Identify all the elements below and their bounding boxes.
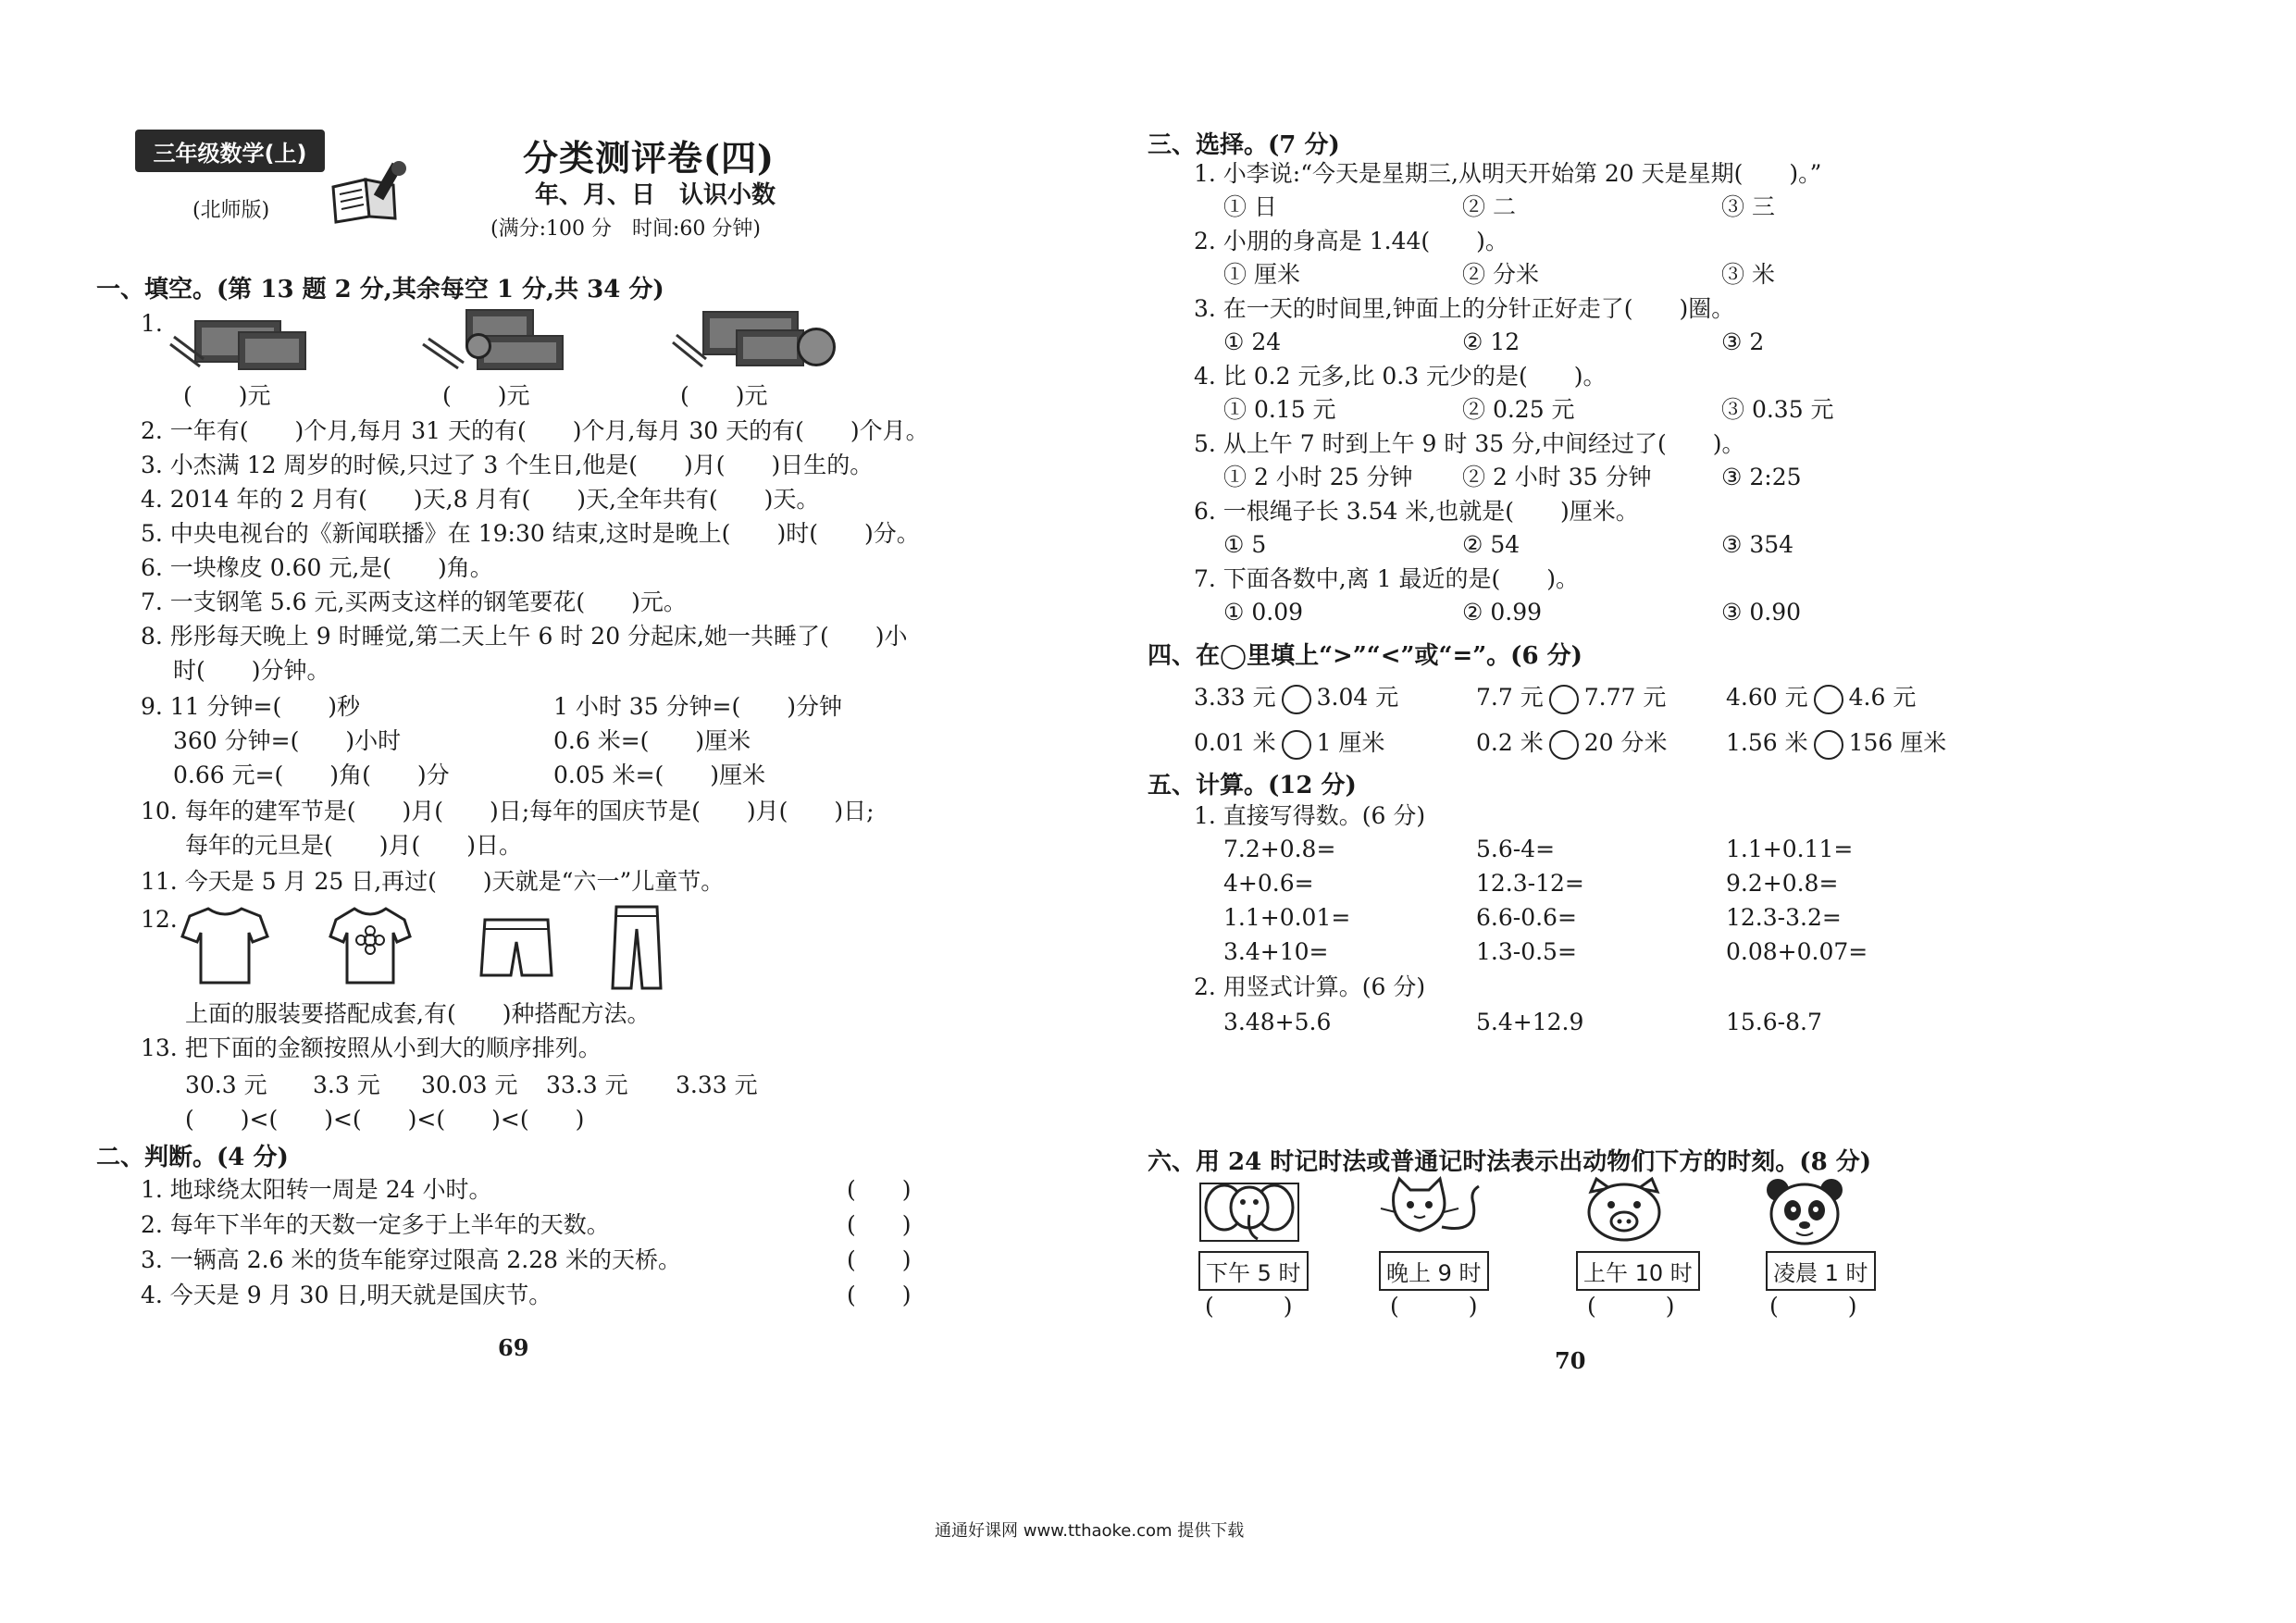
compare-2 xyxy=(1476,681,1666,714)
vertical-calc-1: 3.48+5.6 xyxy=(1223,1009,1332,1035)
q13-value-3: 30.03 元 xyxy=(421,1072,518,1098)
elephant-icon xyxy=(1198,1180,1300,1246)
compare-1-left: 3.33 元 xyxy=(1194,684,1276,711)
calc-item: 7.2+0.8= xyxy=(1223,836,1336,862)
compare-3-left: 4.60 元 xyxy=(1726,684,1808,711)
compare-4 xyxy=(1194,726,1384,760)
calc-item: 1.1+0.11= xyxy=(1726,836,1854,862)
coin-stack-icon xyxy=(671,333,708,370)
compare-circle[interactable] xyxy=(1549,730,1579,760)
edition-label: (北师版) xyxy=(192,199,270,222)
question-10-line-2: 每年的元旦是( )月( )日。 xyxy=(185,832,523,859)
download-footer: 通通好课网 www.tthaoke.com 提供下载 xyxy=(935,1521,1245,1541)
judge-4-blank: ( ) xyxy=(847,1282,912,1308)
choice-5: 5. 从上午 7 时到上午 9 时 35 分,中间经过了( )。 xyxy=(1194,430,1745,457)
question-12-number: 12. xyxy=(141,906,178,933)
q13-blanks: ( )<( )<( )<( )<( ) xyxy=(185,1106,585,1133)
coin-stack-icon xyxy=(168,333,205,370)
compare-6 xyxy=(1726,726,1946,760)
compare-6-left: 1.56 米 xyxy=(1726,729,1808,756)
vertical-calc-3: 15.6-8.7 xyxy=(1726,1009,1822,1035)
compare-3-right: 4.6 元 xyxy=(1848,684,1917,711)
flower-shirt-icon xyxy=(329,905,412,986)
compare-2-left: 7.7 元 xyxy=(1476,684,1544,711)
choice-6-opt-c: ③ 354 xyxy=(1721,531,1794,558)
judge-2: 2. 每年下半年的天数一定多于上半年的天数。 xyxy=(141,1211,610,1238)
q13-value-5: 3.33 元 xyxy=(676,1072,758,1098)
choice-7-opt-a: ① 0.09 xyxy=(1223,599,1304,626)
coin-icon xyxy=(797,328,836,366)
question-9-f: 0.05 米=( )厘米 xyxy=(553,762,766,788)
section-compare-title: 四、在◯里填上“>”“<”或“=”。(6 分) xyxy=(1148,642,1582,670)
choice-3-opt-a: ① 24 xyxy=(1223,328,1282,355)
section-judge-title: 二、判断。(4 分) xyxy=(96,1144,289,1171)
choice-2-opt-b: ② 分米 xyxy=(1462,261,1539,288)
tshirt-icon xyxy=(180,905,269,986)
compare-5-left: 0.2 米 xyxy=(1476,729,1544,756)
question-9-a: 9. 11 分钟=( )秒 xyxy=(141,693,361,720)
money-group-2 xyxy=(421,309,569,374)
choice-6-opt-a: ① 5 xyxy=(1223,531,1267,558)
banknote-icon xyxy=(736,329,804,366)
trousers-icon xyxy=(611,903,663,992)
answer-blank-pig: ( ) xyxy=(1587,1293,1675,1319)
q13-value-1: 30.3 元 xyxy=(185,1072,267,1098)
compare-circle[interactable] xyxy=(1549,685,1579,714)
choice-3-opt-b: ② 12 xyxy=(1462,328,1520,355)
answer-blank-panda: ( ) xyxy=(1769,1293,1857,1319)
grade-badge: 三年级数学(上) xyxy=(135,130,325,172)
cat-icon xyxy=(1377,1175,1488,1249)
right-page xyxy=(1148,0,2296,1623)
compare-4-right: 1 厘米 xyxy=(1316,729,1385,756)
page-title: 分类测评卷(四) xyxy=(523,137,775,179)
compare-5 xyxy=(1476,726,1667,760)
q1-answer-2: ( )元 xyxy=(442,382,530,409)
question-2: 2. 一年有( )个月,每月 31 天的有( )个月,每月 30 天的有( )个月。 xyxy=(141,417,929,444)
section-calc-title: 五、计算。(12 分) xyxy=(1148,772,1357,799)
compare-circle[interactable] xyxy=(1814,685,1843,714)
coin-stack-icon xyxy=(421,337,465,374)
money-group-3 xyxy=(671,309,838,374)
choice-1: 1. 小李说:“今天是星期三,从明天开始第 20 天是星期( )。” xyxy=(1194,160,1822,187)
judge-3-blank: ( ) xyxy=(847,1246,912,1273)
banknote-icon xyxy=(238,331,306,370)
choice-3-opt-c: ③ 2 xyxy=(1721,328,1765,355)
q1-answer-3: ( )元 xyxy=(680,382,768,409)
question-6: 6. 一块橡皮 0.60 元,是( )角。 xyxy=(141,554,493,581)
vertical-calc-2: 5.4+12.9 xyxy=(1476,1009,1584,1035)
calc-item: 12.3-3.2= xyxy=(1726,904,1842,931)
pig-icon xyxy=(1578,1177,1670,1247)
choice-1-opt-a: ① 日 xyxy=(1223,193,1277,220)
compare-4-left: 0.01 米 xyxy=(1194,729,1276,756)
calc-item: 4+0.6= xyxy=(1223,870,1314,897)
section-choice-title: 三、选择。(7 分) xyxy=(1148,131,1340,159)
question-7: 7. 一支钢笔 5.6 元,买两支这样的钢笔要花( )元。 xyxy=(141,588,687,615)
answer-blank-elephant: ( ) xyxy=(1205,1293,1293,1319)
money-group-1 xyxy=(168,309,307,374)
compare-circle[interactable] xyxy=(1282,685,1311,714)
choice-6: 6. 一根绳子长 3.54 米,也就是( )厘米。 xyxy=(1194,498,1639,525)
question-8-line-2: 时( )分钟。 xyxy=(173,657,330,684)
judge-1: 1. 地球绕太阳转一周是 24 小时。 xyxy=(141,1176,492,1203)
choice-7-opt-b: ② 0.99 xyxy=(1462,599,1543,626)
choice-1-opt-c: ③ 三 xyxy=(1721,193,1775,220)
calc-item: 5.6-4= xyxy=(1476,836,1556,862)
choice-1-opt-b: ② 二 xyxy=(1462,193,1516,220)
choice-7: 7. 下面各数中,离 1 最近的是( )。 xyxy=(1194,565,1580,592)
q13-value-2: 3.3 元 xyxy=(313,1072,380,1098)
choice-2-opt-c: ③ 米 xyxy=(1721,261,1775,288)
choice-4-opt-b: ② 0.25 元 xyxy=(1462,396,1575,423)
judge-2-blank: ( ) xyxy=(847,1211,912,1238)
question-13: 13. 把下面的金额按照从小到大的顺序排列。 xyxy=(141,1035,602,1061)
calc-item: 0.08+0.07= xyxy=(1726,938,1868,965)
judge-3: 3. 一辆高 2.6 米的货车能穿过限高 2.28 米的天桥。 xyxy=(141,1246,682,1273)
page-number: 69 xyxy=(498,1334,529,1361)
exam-meta: (满分:100 分 时间:60 分钟) xyxy=(490,217,761,241)
question-9-e: 0.66 元=( )角( )分 xyxy=(173,762,450,788)
time-label-panda: 凌晨 1 时 xyxy=(1766,1251,1876,1291)
question-9-c: 360 分钟=( )小时 xyxy=(173,727,402,754)
question-12-text: 上面的服装要搭配成套,有( )种搭配方法。 xyxy=(185,1000,651,1027)
calc-2-title: 2. 用竖式计算。(6 分) xyxy=(1194,973,1426,1000)
compare-6-right: 156 厘米 xyxy=(1848,729,1947,756)
section-fill-title: 一、填空。(第 13 题 2 分,其余每空 1 分,共 34 分) xyxy=(96,276,664,304)
calc-item: 9.2+0.8= xyxy=(1726,870,1839,897)
compare-1-right: 3.04 元 xyxy=(1316,684,1399,711)
answer-blank-cat: ( ) xyxy=(1390,1293,1478,1319)
shorts-icon xyxy=(479,914,553,981)
compare-3 xyxy=(1726,681,1916,714)
compare-5-right: 20 分米 xyxy=(1583,729,1668,756)
question-9-b: 1 小时 35 分钟=( )分钟 xyxy=(553,693,843,720)
calc-item: 1.1+0.01= xyxy=(1223,904,1351,931)
q1-number: 1. xyxy=(141,310,163,337)
choice-5-opt-b: ② 2 小时 35 分钟 xyxy=(1462,464,1652,490)
question-4: 4. 2014 年的 2 月有( )天,8 月有( )天,全年共有( )天。 xyxy=(141,486,820,513)
choice-7-opt-c: ③ 0.90 xyxy=(1721,599,1802,626)
calc-item: 12.3-12= xyxy=(1476,870,1584,897)
judge-1-blank: ( ) xyxy=(847,1176,912,1203)
question-5: 5. 中央电视台的《新闻联播》在 19:30 结束,这时是晚上( )时( )分。 xyxy=(141,520,920,547)
calc-item: 1.3-0.5= xyxy=(1476,938,1577,965)
question-3: 3. 小杰满 12 周岁的时候,只过了 3 个生日,他是( )月( )日生的。 xyxy=(141,452,874,478)
choice-5-opt-c: ③ 2:25 xyxy=(1721,464,1802,490)
compare-2-right: 7.77 元 xyxy=(1583,684,1667,711)
judge-4: 4. 今天是 9 月 30 日,明天就是国庆节。 xyxy=(141,1282,552,1308)
panda-icon xyxy=(1763,1177,1846,1249)
compare-1 xyxy=(1194,681,1398,714)
choice-2: 2. 小朋的身高是 1.44( )。 xyxy=(1194,228,1508,254)
page-number: 70 xyxy=(1555,1347,1586,1374)
question-10-line-1: 10. 每年的建军节是( )月( )日;每年的国庆节是( )月( )日; xyxy=(141,798,875,824)
book-pen-icon xyxy=(329,159,412,226)
calc-item: 3.4+10= xyxy=(1223,938,1329,965)
time-label-pig: 上午 10 时 xyxy=(1576,1251,1700,1291)
choice-6-opt-b: ② 54 xyxy=(1462,531,1520,558)
calc-item: 6.6-0.6= xyxy=(1476,904,1577,931)
question-8-line-1: 8. 彤彤每天晚上 9 时睡觉,第二天上午 6 时 20 分起床,她一共睡了( )小 xyxy=(141,623,908,650)
time-label-cat: 晚上 9 时 xyxy=(1379,1251,1489,1291)
compare-circle[interactable] xyxy=(1282,730,1311,760)
coin-icon xyxy=(465,333,491,359)
compare-circle[interactable] xyxy=(1814,730,1843,760)
choice-2-opt-a: ① 厘米 xyxy=(1223,261,1300,288)
time-label-elephant: 下午 5 时 xyxy=(1198,1251,1309,1291)
section-time-title: 六、用 24 时记时法或普通记时法表示出动物们下方的时刻。(8 分) xyxy=(1148,1148,1872,1176)
choice-4-opt-a: ① 0.15 元 xyxy=(1223,396,1336,423)
choice-4-opt-c: ③ 0.35 元 xyxy=(1721,396,1834,423)
choice-4: 4. 比 0.2 元多,比 0.3 元少的是( )。 xyxy=(1194,363,1607,390)
question-9-d: 0.6 米=( )厘米 xyxy=(553,727,751,754)
question-11: 11. 今天是 5 月 25 日,再过( )天就是“六一”儿童节。 xyxy=(141,868,725,895)
q13-value-4: 33.3 元 xyxy=(546,1072,628,1098)
calc-1-title: 1. 直接写得数。(6 分) xyxy=(1194,802,1426,829)
choice-5-opt-a: ① 2 小时 25 分钟 xyxy=(1223,464,1413,490)
choice-3: 3. 在一天的时间里,钟面上的分针正好走了( )圈。 xyxy=(1194,295,1735,322)
q1-answer-1: ( )元 xyxy=(183,382,271,409)
page-subtitle: 年、月、日 认识小数 xyxy=(535,181,776,209)
